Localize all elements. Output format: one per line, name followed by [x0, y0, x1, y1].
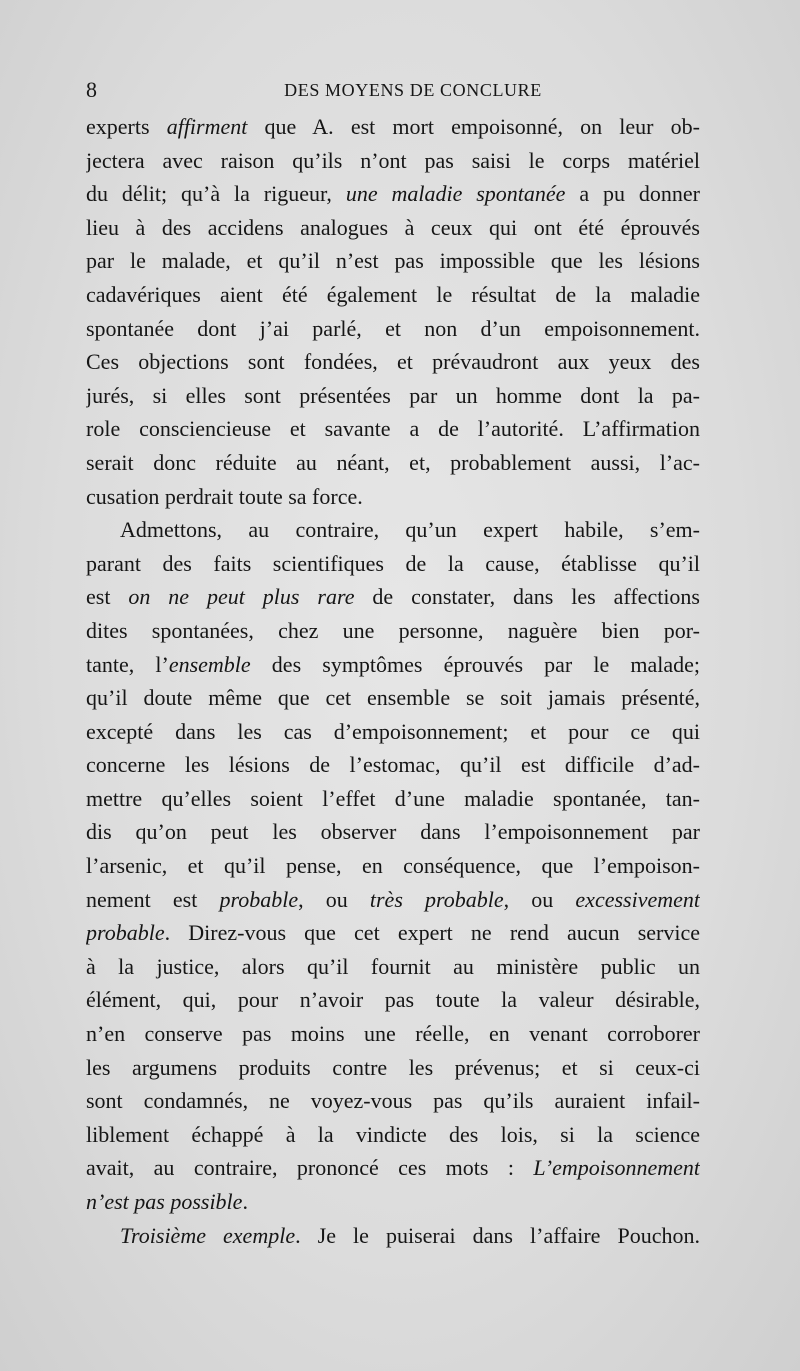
text-span: cadavériques aient été également le résultat de la maladie	[86, 281, 700, 307]
text-line	[86, 379, 700, 413]
text-span: liblement échappé à la vindicte des lois, si la science	[86, 1121, 700, 1147]
text-span: lieu à des accidens analogues à ceux qui ont été éprouvés	[86, 214, 700, 240]
text-span: de constater, dans les affections	[354, 584, 700, 610]
body-text	[86, 110, 700, 1252]
text-span: . Je le puiserai dans l’affaire Pouchon.	[295, 1222, 700, 1248]
text-span: dites spontanées, chez une personne, naguère bien por-	[86, 617, 700, 643]
text-span: , ou	[298, 886, 370, 912]
text-span: .	[242, 1189, 248, 1214]
text-span: . Direz-vous que cet expert ne rend aucun service	[164, 920, 700, 946]
text-line	[86, 144, 700, 178]
text-span: role consciencieuse et savante a de l’autorité. L’affirmation	[86, 416, 700, 442]
text-span: cusation perdrait toute sa force.	[86, 483, 363, 509]
text-line	[86, 950, 700, 984]
text-line	[86, 715, 700, 749]
text-span: parant des faits scientifiques de la cause, établisse qu’il	[86, 550, 700, 576]
italic-text: ensemble	[168, 651, 251, 677]
text-line	[86, 782, 700, 816]
text-line	[86, 1051, 700, 1085]
text-span: par le malade, et qu’il n’est pas impossible que les lésions	[86, 248, 700, 274]
text-line	[86, 1151, 700, 1185]
text-line	[86, 177, 700, 211]
italic-text: très probable	[369, 886, 504, 912]
text-line	[86, 580, 700, 614]
text-span: serait donc réduite au néant, et, probablement aussi, l’ac-	[86, 449, 700, 475]
text-span: , ou	[503, 886, 576, 912]
text-span: mettre qu’elles soient l’effet d’une maladie spontanée, tan-	[86, 785, 700, 811]
text-line	[86, 211, 700, 245]
text-line	[86, 916, 700, 950]
text-span: excepté dans les cas d’empoisonnement; et pour ce qui	[86, 718, 700, 744]
text-line	[86, 244, 700, 278]
italic-text: L’empoisonnement	[533, 1155, 700, 1181]
text-line	[86, 1118, 700, 1152]
text-span: jurés, si elles sont présentées par un homme dont la pa-	[86, 382, 700, 408]
text-span: Admettons, au contraire, qu’un expert habile, s’em-	[120, 517, 700, 543]
italic-text: probable	[86, 920, 165, 946]
italic-text: probable	[219, 886, 299, 912]
text-span: du délit; qu’à la rigueur,	[86, 181, 346, 207]
text-line	[86, 278, 700, 312]
text-span: que A. est mort empoisonné, on leur ob-	[247, 114, 700, 139]
page-number: 8	[86, 77, 97, 102]
text-span: est	[86, 584, 129, 610]
text-span: à la justice, alors qu’il fournit au ministère public un	[86, 953, 700, 979]
text-line	[86, 648, 700, 682]
text-line	[86, 412, 700, 446]
text-span: experts	[86, 114, 167, 139]
text-span: l’arsenic, et qu’il pense, en conséquence, que l’empoison-	[86, 853, 700, 879]
text-span: n’en conserve pas moins une réelle, en venant corroborer	[86, 1021, 700, 1047]
italic-text: excessivement	[575, 886, 700, 912]
text-line	[86, 883, 700, 917]
text-line	[86, 614, 700, 648]
italic-text: une maladie spontanée	[345, 181, 566, 207]
italic-text: affirment	[166, 114, 248, 139]
text-line	[86, 681, 700, 715]
italic-text: on ne peut plus rare	[128, 584, 355, 610]
text-line	[86, 446, 700, 480]
text-span: spontanée dont j’ai parlé, et non d’un empoisonnement.	[86, 315, 700, 341]
text-line	[86, 1185, 700, 1219]
page-header	[86, 76, 700, 104]
text-line	[86, 1219, 700, 1253]
text-span: nement est	[86, 886, 220, 912]
text-line	[86, 748, 700, 782]
running-title: DES MOYENS DE CONCLURE	[284, 80, 542, 100]
text-line	[86, 480, 700, 514]
text-span: tante, l’	[86, 651, 169, 677]
text-span: Ces objections sont fondées, et prévaudront aux yeux des	[86, 349, 700, 375]
text-span: dis qu’on peut les observer dans l’empoisonnement par	[86, 819, 700, 845]
text-span: des symptômes éprouvés par le malade;	[250, 651, 700, 677]
text-span: a pu donner	[565, 181, 700, 207]
text-line	[86, 1017, 700, 1051]
text-line	[86, 983, 700, 1017]
text-span: qu’il doute même que cet ensemble se soit jamais présenté,	[86, 685, 700, 711]
text-line	[86, 312, 700, 346]
italic-text: n’est pas possible	[86, 1189, 243, 1214]
text-line	[86, 110, 700, 144]
text-line	[86, 513, 700, 547]
italic-text: Troisième exemple	[120, 1222, 296, 1248]
text-span: avait, au contraire, prononcé ces mots :	[86, 1155, 534, 1181]
text-span: concerne les lésions de l’estomac, qu’il est difficile d’ad-	[86, 752, 700, 778]
text-span: les argumens produits contre les prévenus; et si ceux-ci	[86, 1054, 700, 1080]
text-span: jectera avec raison qu’ils n’ont pas saisi le corps matériel	[86, 147, 700, 173]
text-line	[86, 849, 700, 883]
text-line	[86, 345, 700, 379]
text-line	[86, 547, 700, 581]
text-line	[86, 1084, 700, 1118]
text-span: élément, qui, pour n’avoir pas toute la valeur désirable,	[86, 987, 700, 1013]
text-span: sont condamnés, ne voyez-vous pas qu’ils auraient infail-	[86, 1088, 700, 1114]
text-line	[86, 815, 700, 849]
